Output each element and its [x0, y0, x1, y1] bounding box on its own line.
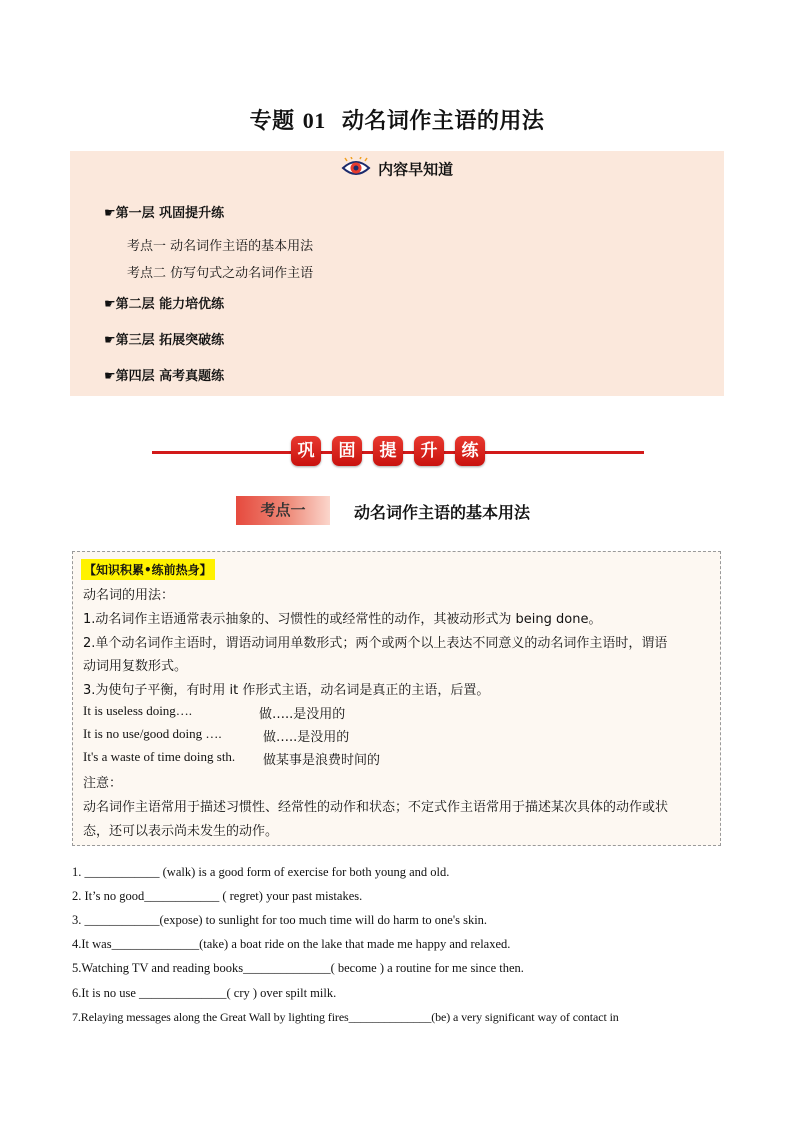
question-2: 2. It’s no good____________ ( regret) your past mistakes. [72, 889, 363, 903]
title-text: 动名词作主语的用法 [341, 109, 545, 134]
question-1: 1. ____________ (walk) is a good form of exercise for both young and old. [72, 865, 450, 879]
toc-box [70, 151, 724, 396]
toc-item-level1-2[interactable]: ☛第二层 能力培优练 [104, 297, 225, 312]
toc-item-level1-1[interactable]: ☛第一层 巩固提升练 [104, 206, 225, 221]
question-7: 7.Relaying messages along the Great Wall by lighting fires______________(be) a very significant way of contact in [72, 1010, 619, 1024]
banner-char-1: 巩 [291, 436, 321, 466]
example-3-cn: 做某事是浪费时间的 [263, 753, 381, 768]
question-4: 4.It was______________(take) a boat ride on the lake that made me happy and relaxed. [72, 937, 511, 951]
knowledge-line-5: 3.为使句子平衡，有时用 it 作形式主语，动名词是真正的主语，后置。 [83, 683, 490, 698]
knowledge-line-6: 注意： [83, 776, 123, 791]
title-number: 01 [302, 108, 326, 133]
banner-char-5: 练 [455, 436, 485, 466]
example-3-en: It's a waste of time doing sth. [83, 749, 236, 764]
title-prefix: 专题 [249, 109, 295, 134]
example-1-en: It is useless doing…. [83, 703, 193, 718]
question-3: 3. ____________(expose) to sunlight for too much time will do harm to one's skin. [72, 913, 488, 927]
knowledge-line-1: 动名词的用法： [83, 588, 175, 603]
toc-item-level1-3[interactable]: ☛第三层 拓展突破练 [104, 333, 225, 348]
knowledge-line-8: 态，还可以表示尚未发生的动作。 [83, 824, 279, 839]
banner-char-2: 固 [332, 436, 362, 466]
example-2-en: It is no use/good doing …. [83, 726, 222, 741]
question-6: 6.It is no use ______________( cry ) over spilt milk. [72, 986, 337, 1000]
section-title: 动名词作主语的基本用法 [354, 503, 531, 522]
question-5: 5.Watching TV and reading books______________( become ) a routine for me since then. [72, 961, 524, 975]
knowledge-line-7: 动名词作主语常用于描述习惯性、经常性的动作和状态；不定式作主语常用于描述某次具体的动作或状 [83, 800, 669, 815]
toc-item-kaodian2[interactable]: 考点二 仿写句式之动名词作主语 [127, 266, 314, 281]
knowledge-line-2: 1.动名词作主语通常表示抽象的、习惯性的或经常性的动作，其被动形式为 being done。 [83, 612, 602, 627]
example-1-cn: 做…..是没用的 [259, 707, 346, 722]
toc-header-text: 内容早知道 [378, 160, 454, 179]
knowledge-header: 【知识积累•练前热身】 [81, 559, 215, 580]
toc-item-level1-4[interactable]: ☛第四层 高考真题练 [104, 369, 225, 384]
banner-char-3: 提 [373, 436, 403, 466]
toc-item-kaodian1[interactable]: 考点一 动名词作主语的基本用法 [127, 239, 314, 254]
eye-icon [341, 157, 371, 183]
banner-char-4: 升 [414, 436, 444, 466]
toc-header [70, 157, 724, 183]
knowledge-line-3: 2.单个动名词作主语时，谓语动词用单数形式；两个或两个以上表达不同意义的动名词作主语时，谓语 [83, 636, 668, 651]
knowledge-box [72, 551, 721, 846]
section-tag: 考点一 [236, 496, 330, 525]
example-2-cn: 做…..是没用的 [263, 730, 350, 745]
knowledge-line-4: 动词用复数形式。 [83, 659, 188, 674]
page-title [0, 104, 794, 135]
